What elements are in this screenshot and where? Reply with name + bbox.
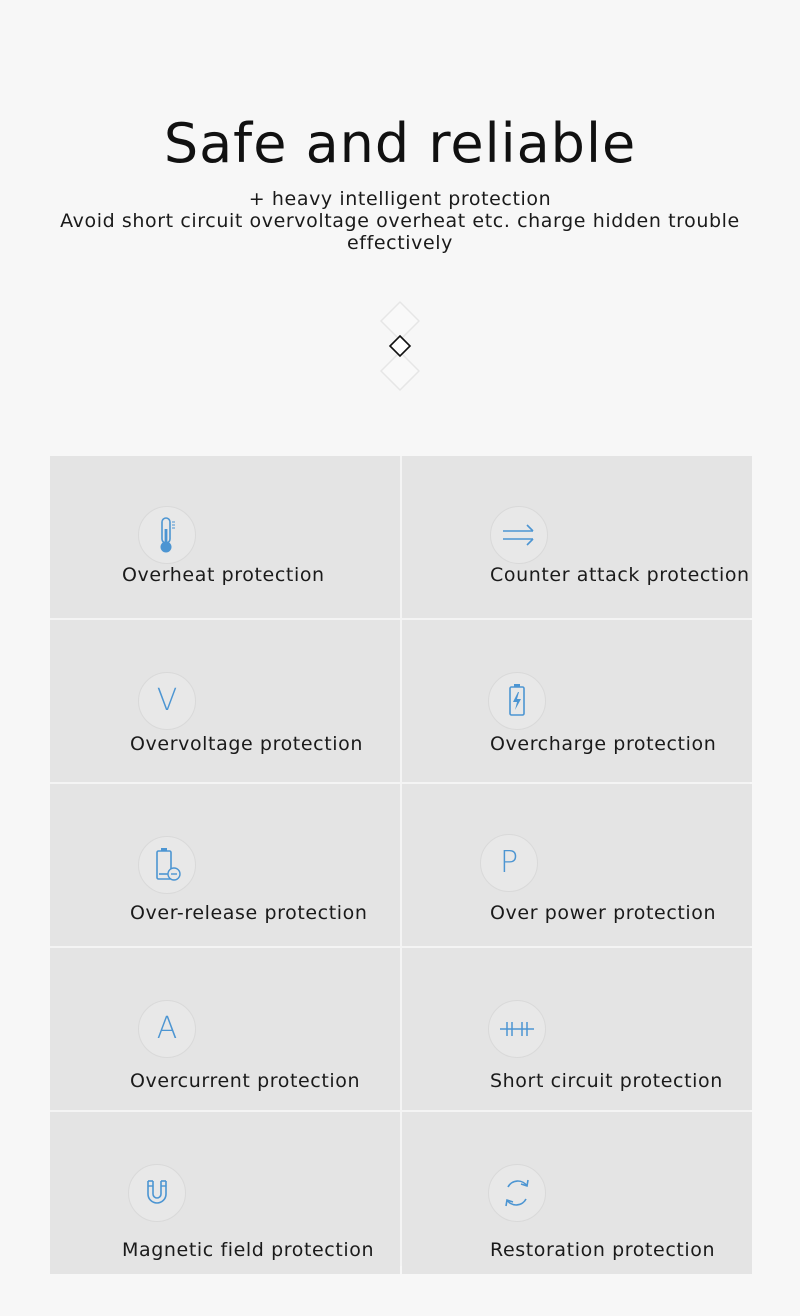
page-title: Safe and reliable bbox=[163, 112, 637, 175]
feature-overcurrent bbox=[50, 948, 400, 1110]
feature-label: Magnetic field protection bbox=[122, 1239, 375, 1261]
thermometer-icon bbox=[138, 506, 196, 564]
feature-short-circuit bbox=[402, 948, 752, 1110]
feature-overvoltage bbox=[50, 620, 400, 782]
letter-p-icon bbox=[480, 834, 538, 892]
short-circuit-icon bbox=[488, 1000, 546, 1058]
arrows-icon bbox=[490, 506, 548, 564]
feature-label: Overcharge protection bbox=[490, 733, 717, 755]
feature-restoration bbox=[402, 1112, 752, 1274]
magnet-icon bbox=[128, 1164, 186, 1222]
subtitle-line-3: effectively bbox=[347, 232, 453, 254]
subtitle-line-1: + heavy intelligent protection bbox=[248, 188, 552, 210]
feature-label: Over-release protection bbox=[130, 902, 368, 924]
subtitle-line-2: Avoid short circuit overvoltage overheat etc. charge hidden trouble bbox=[60, 210, 740, 232]
feature-counter-attack bbox=[402, 456, 752, 618]
feature-label: Counter attack protection bbox=[490, 564, 750, 586]
feature-magnetic-field bbox=[50, 1112, 400, 1274]
battery-bolt-icon bbox=[488, 672, 546, 730]
feature-over-power bbox=[402, 784, 752, 946]
feature-label: Overcurrent protection bbox=[130, 1070, 361, 1092]
feature-overheat bbox=[50, 456, 400, 618]
diamond-ornament-icon bbox=[375, 300, 425, 392]
letter-a-icon bbox=[138, 1000, 196, 1058]
feature-label: Over power protection bbox=[490, 902, 717, 924]
icon-glyph: V bbox=[156, 683, 178, 718]
page-subtitle bbox=[0, 188, 800, 254]
feature-label: Restoration protection bbox=[490, 1239, 716, 1261]
protection-feature-grid bbox=[50, 456, 750, 1266]
feature-over-release bbox=[50, 784, 400, 946]
feature-overcharge bbox=[402, 620, 752, 782]
feature-label: Overheat protection bbox=[122, 564, 325, 586]
refresh-icon bbox=[488, 1164, 546, 1222]
battery-minus-icon bbox=[138, 836, 196, 894]
letter-v-icon bbox=[138, 672, 196, 730]
feature-label: Overvoltage protection bbox=[130, 733, 363, 755]
feature-label: Short circuit protection bbox=[490, 1070, 723, 1092]
icon-glyph: P bbox=[499, 845, 519, 880]
icon-glyph: A bbox=[156, 1011, 178, 1046]
